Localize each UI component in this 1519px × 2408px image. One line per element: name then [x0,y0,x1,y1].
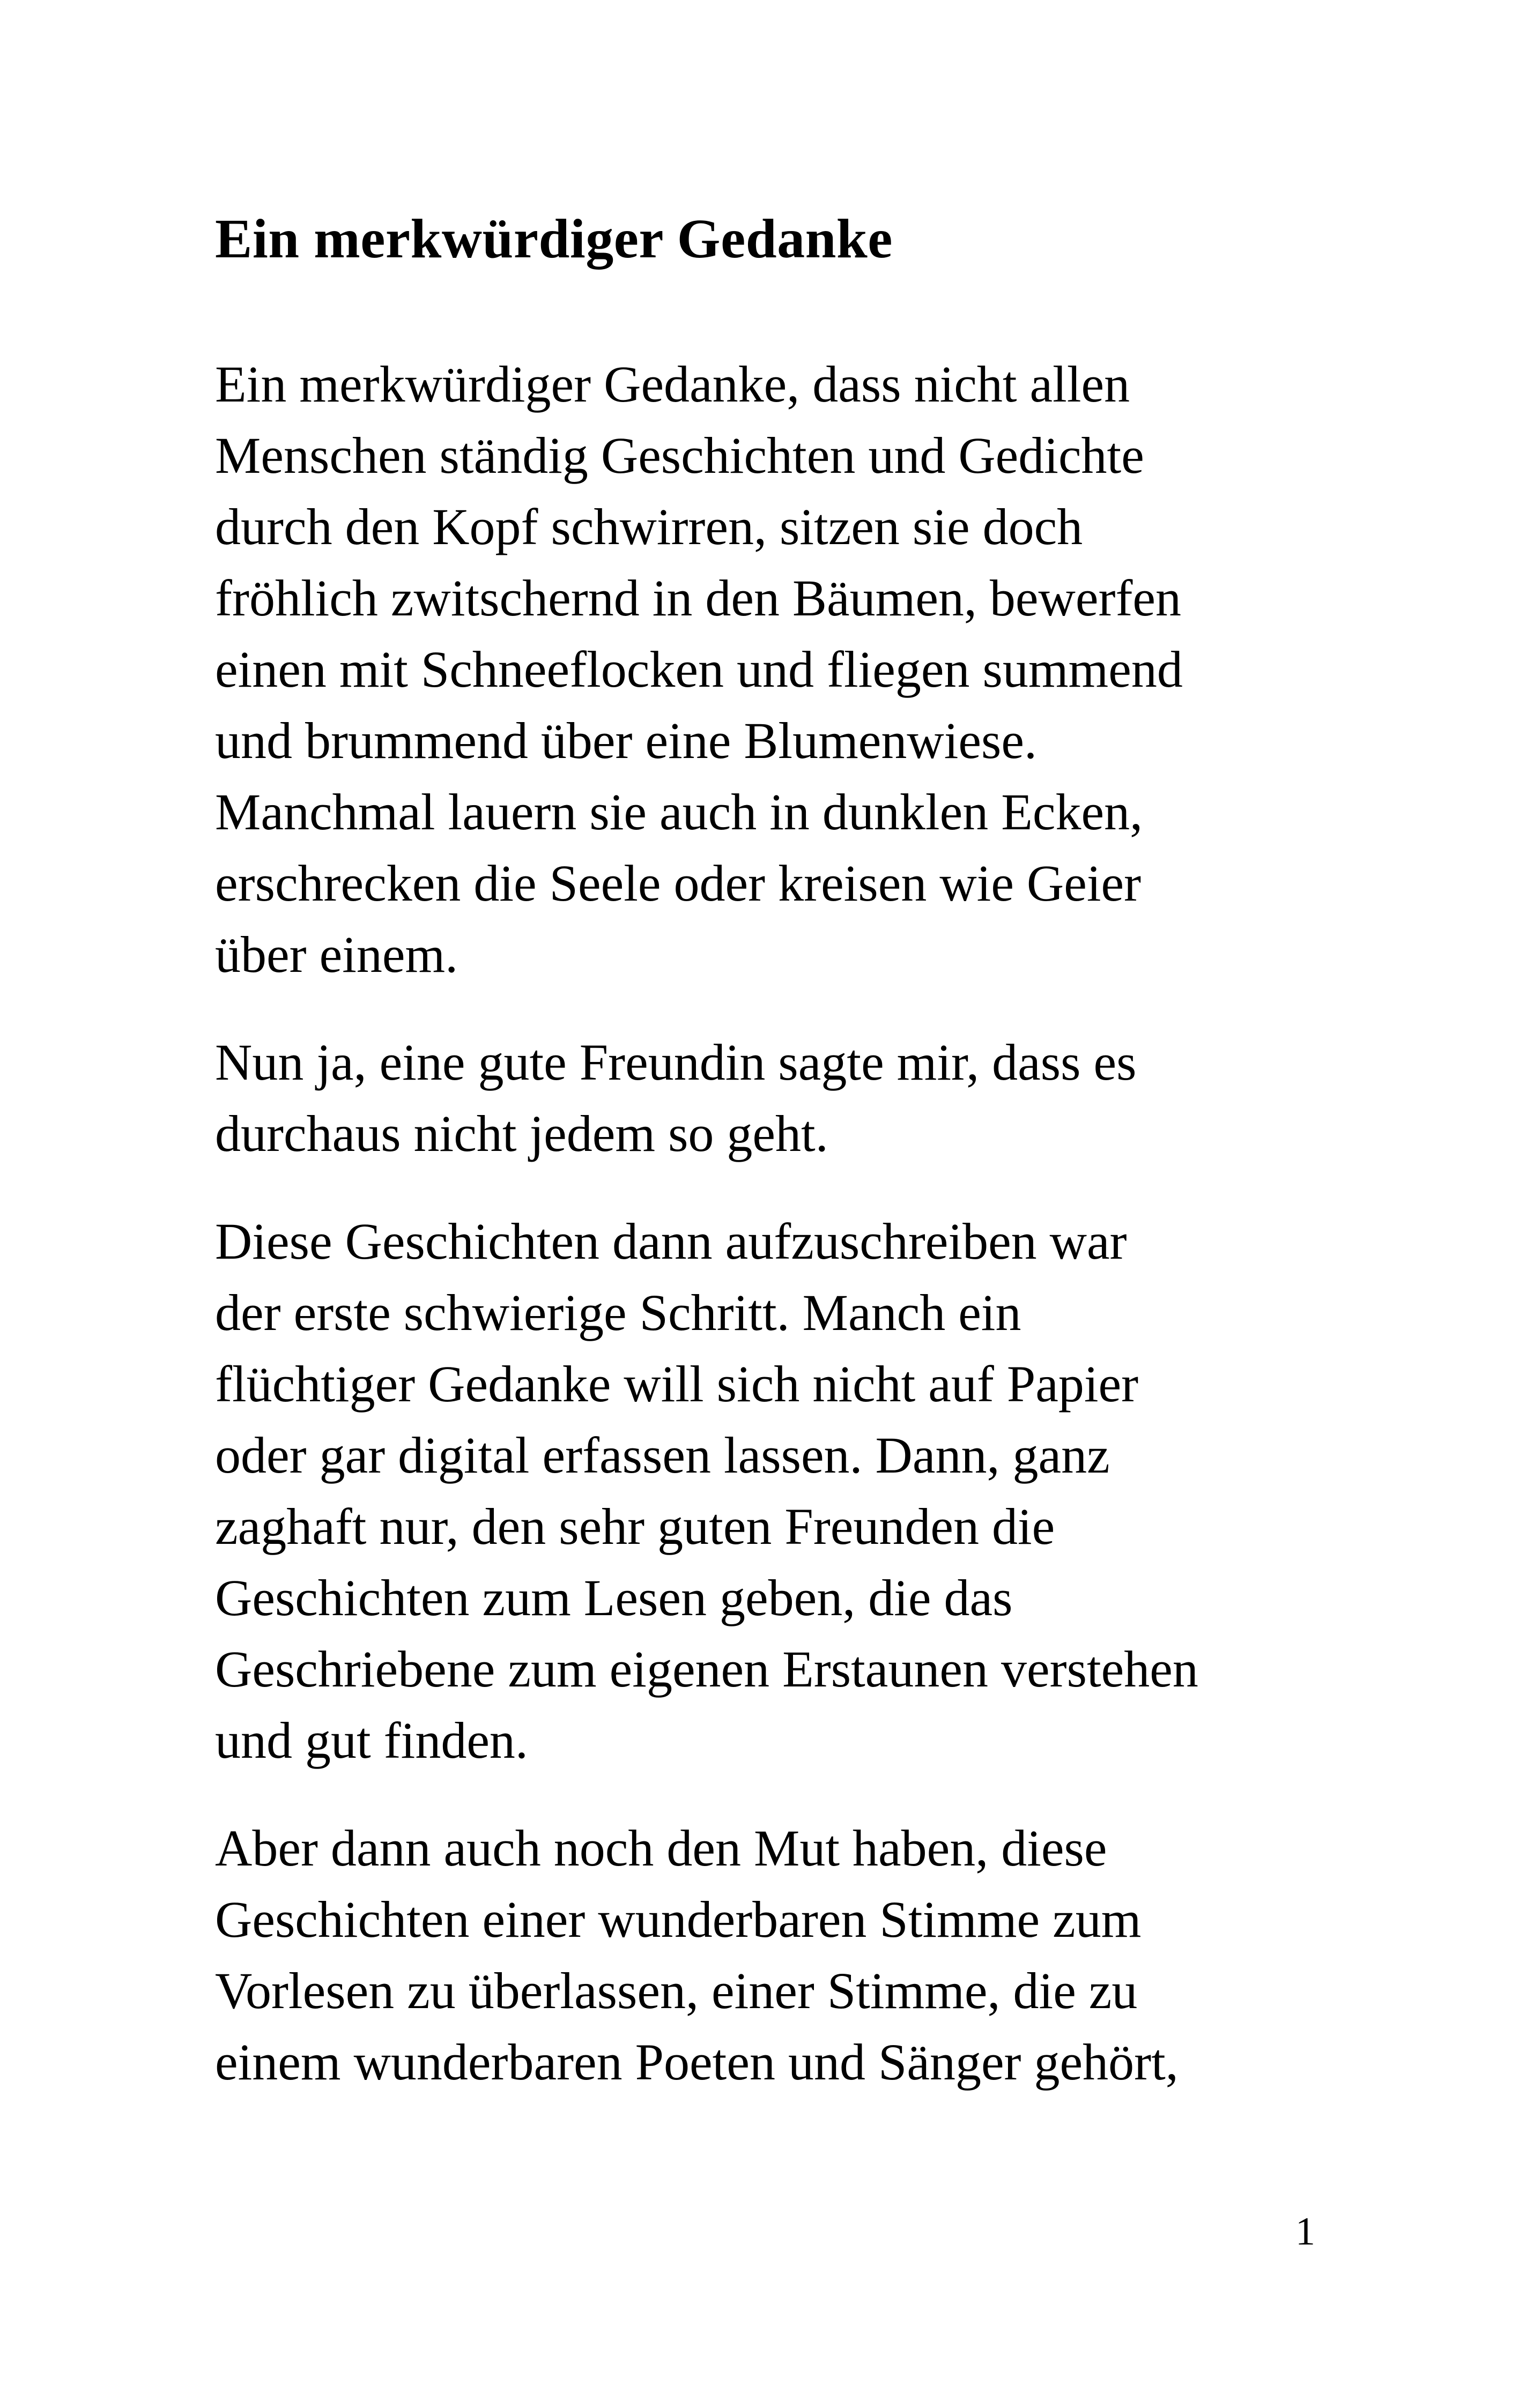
paragraph-3 [215,1206,1373,1776]
text-line: fröhlich zwitschernd in den Bäumen, bewerfen [215,569,1182,627]
text-line: einem wunderbaren Poeten und Sänger gehört, [215,2033,1179,2091]
text-line: erschrecken die Seele oder kreisen wie Geier [215,854,1142,912]
text-line: oder gar digital erfassen lassen. Dann, ganz [215,1426,1110,1484]
page-title: Ein merkwürdiger Gedanke [215,208,893,270]
text-line: über einem. [215,926,458,983]
text-line: und gut finden. [215,1712,528,1769]
text-line: einen mit Schneeflocken und fliegen summend [215,641,1183,698]
text-line: zaghaft nur, den sehr guten Freunden die [215,1498,1055,1555]
page-number: 1 [1295,2210,1315,2254]
text-line: Menschen ständig Geschichten und Gedichte [215,427,1144,484]
text-line: durch den Kopf schwirren, sitzen sie doch [215,498,1083,555]
page-content [215,204,1373,2134]
text-line: durchaus nicht jedem so geht. [215,1105,828,1162]
paragraph-2 [215,1027,1373,1169]
paragraph-1 [215,348,1373,990]
text-line: und brummend über eine Blumenwiese. [215,712,1037,769]
text-line: Geschichten einer wunderbaren Stimme zum [215,1891,1142,1948]
text-line: Manchmal lauern sie auch in dunklen Ecken, [215,783,1143,841]
body-text [215,348,1373,2098]
text-line: Vorlesen zu überlassen, einer Stimme, die zu [215,1962,1138,2019]
text-line: Aber dann auch noch den Mut haben, diese [215,1819,1107,1877]
text-line: Diese Geschichten dann aufzuschreiben war [215,1213,1127,1270]
paragraph-4 [215,1812,1373,2098]
text-line: Geschichten zum Lesen geben, die das [215,1569,1013,1626]
text-line: Geschriebene zum eigenen Erstaunen verstehen [215,1640,1198,1698]
text-line: Nun ja, eine gute Freundin sagte mir, dass es [215,1034,1137,1091]
text-line: der erste schwierige Schritt. Manch ein [215,1284,1021,1341]
text-line: flüchtiger Gedanke will sich nicht auf Papier [215,1355,1139,1413]
text-line: Ein merkwürdiger Gedanke, dass nicht allen [215,355,1130,413]
